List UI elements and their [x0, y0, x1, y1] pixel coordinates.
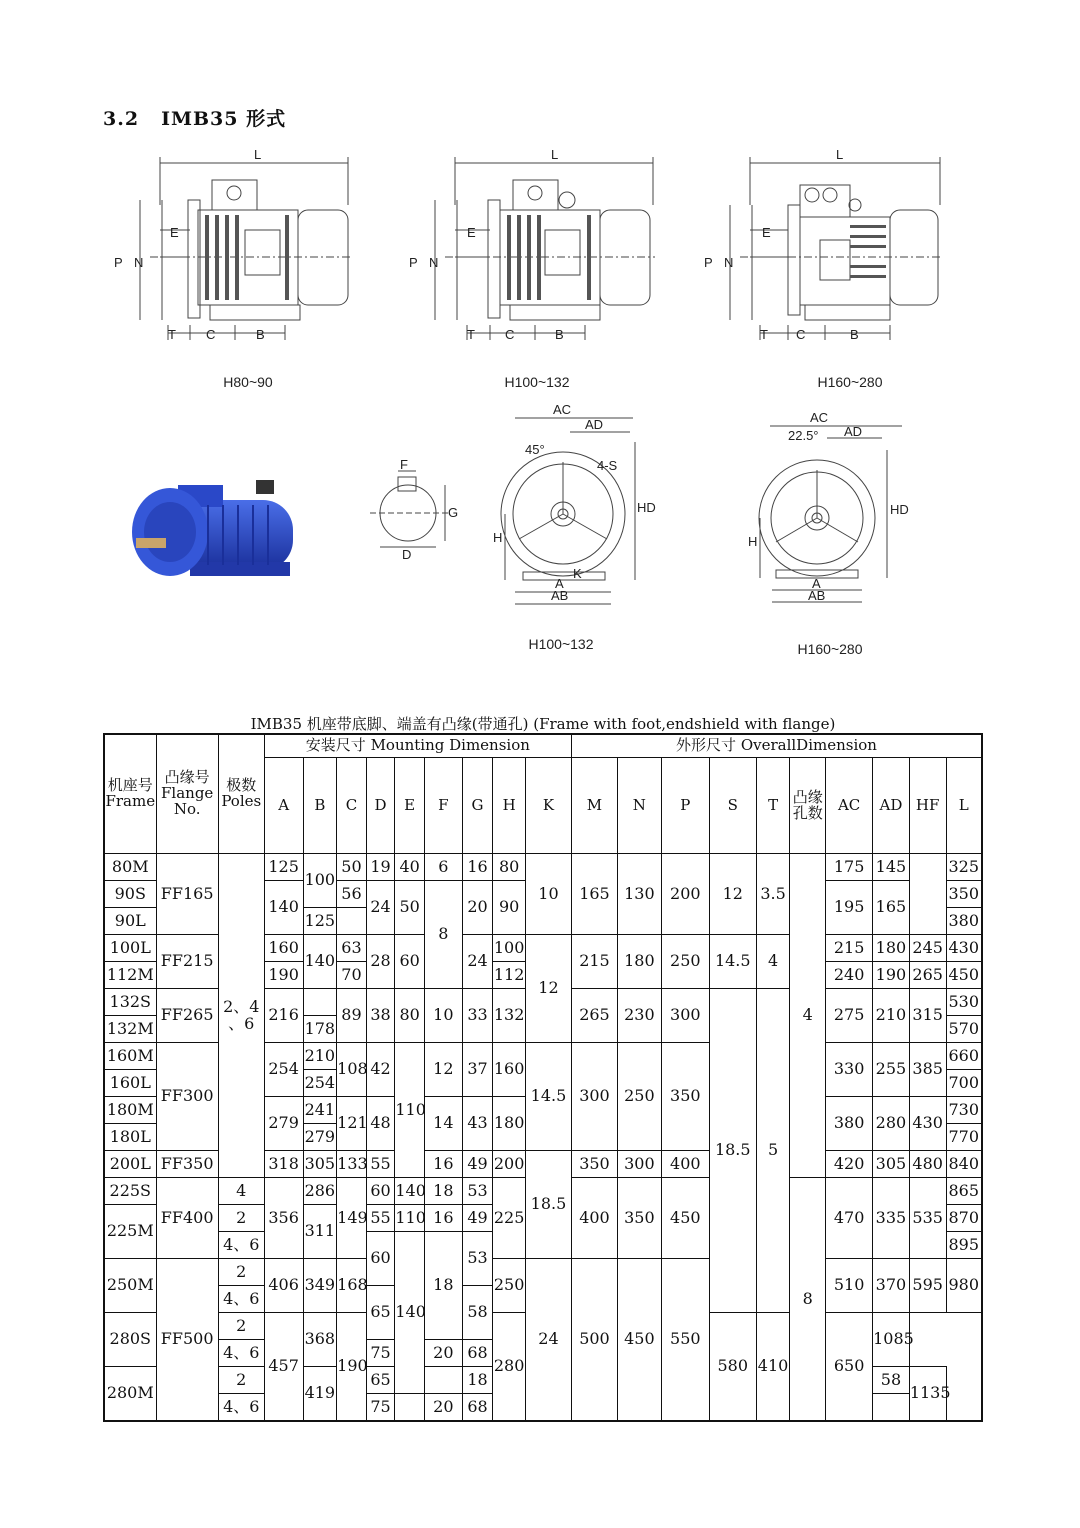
- label-E: E: [170, 225, 179, 240]
- cell-G: 53: [462, 1232, 493, 1286]
- cell-K: 18.5: [525, 1151, 571, 1259]
- cell-A: 279: [264, 1097, 303, 1151]
- cell-HF: 650: [826, 1313, 873, 1422]
- header-AD: AD: [873, 758, 910, 854]
- cell-F: 16: [424, 1205, 462, 1232]
- caption-h160-280-side: H160~280: [817, 374, 883, 390]
- cell-E: 140: [395, 1178, 425, 1205]
- cell-AC: 275: [826, 989, 873, 1043]
- flange-cell: FF300: [156, 1043, 218, 1151]
- label-AC: AC: [810, 410, 829, 425]
- label-T: T: [467, 327, 475, 342]
- label-P: P: [409, 255, 418, 270]
- cell-C: 168: [337, 1259, 367, 1313]
- label-HD: HD: [890, 502, 909, 517]
- label-AB: AB: [808, 588, 826, 603]
- label-N: N: [134, 255, 144, 270]
- flange-cell: FF500: [156, 1259, 218, 1422]
- cell-C: 108: [337, 1043, 367, 1097]
- label-H: H: [748, 534, 758, 549]
- cell-AC: 195: [826, 881, 873, 935]
- cell-HF: [909, 854, 946, 935]
- cell-S: 14.5: [709, 935, 756, 989]
- cell-F: 10: [424, 989, 462, 1043]
- cell-D: 60: [366, 1232, 395, 1286]
- cell-B: 349: [303, 1259, 337, 1313]
- cell-AC: 240: [826, 962, 873, 989]
- cell-L: 530: [946, 989, 982, 1016]
- side-view-drawing-h160: [700, 145, 960, 350]
- flange-cell: FF215: [156, 935, 218, 989]
- label-N: N: [724, 255, 734, 270]
- cell-D: 60: [366, 1178, 395, 1205]
- cell-H: 280: [493, 1313, 526, 1422]
- cell-B: 311: [303, 1205, 337, 1259]
- cell-P: 200: [661, 854, 709, 935]
- frame-cell: 80M: [104, 854, 156, 881]
- cell-N: 130: [617, 854, 661, 935]
- cell-M: 300: [572, 1043, 618, 1151]
- label-AC: AC: [553, 402, 572, 417]
- cell-D: 24: [366, 881, 395, 935]
- cell-C: 89: [337, 989, 367, 1043]
- frame-cell: 90S: [104, 881, 156, 908]
- cell-G: 49: [462, 1205, 493, 1232]
- cell-B: 368: [303, 1313, 337, 1367]
- label-D: D: [402, 547, 412, 562]
- header-mounting-group: 安装尺寸 Mounting Dimension: [264, 734, 571, 758]
- cell-B: 305: [303, 1151, 337, 1178]
- cell-H: 225: [493, 1178, 526, 1259]
- header-M: M: [572, 758, 618, 854]
- cell-N: 180: [617, 935, 661, 989]
- cell-HF: 480: [909, 1151, 946, 1178]
- cell-AD: 145: [873, 854, 910, 881]
- cell-G: 58: [462, 1286, 493, 1340]
- section-title: IMB35 形式: [161, 108, 287, 130]
- cell-B: 210: [303, 1043, 337, 1070]
- label-F: F: [400, 457, 408, 472]
- cell-E: 140: [395, 1232, 425, 1394]
- label-holes: 4-S: [597, 458, 618, 473]
- cell-D: 75: [366, 1340, 395, 1367]
- cell-L: 840: [946, 1151, 982, 1178]
- cell-C: 50: [337, 854, 367, 881]
- cell-B: 286: [303, 1178, 337, 1205]
- header-HF: HF: [909, 758, 946, 854]
- frame-cell: 100L: [104, 935, 156, 962]
- cell-L: 730: [946, 1097, 982, 1124]
- cell-B: 178: [303, 1016, 337, 1043]
- cell-F: 6: [424, 854, 462, 881]
- header-A: A: [264, 758, 303, 854]
- poles-cell: 4、6: [218, 1232, 264, 1259]
- cell-F: 18: [462, 1367, 493, 1394]
- frame-cell: 250M: [104, 1259, 156, 1313]
- cell-G: 68: [462, 1394, 493, 1422]
- cell-E: 80: [395, 989, 425, 1043]
- cell-P: 450: [661, 1178, 709, 1259]
- cell-K: 10: [525, 854, 571, 935]
- flange-cell: FF350: [156, 1151, 218, 1178]
- cell-B: 140: [303, 935, 337, 989]
- cell-T: 3.5: [756, 854, 790, 935]
- cell-T: 4: [756, 935, 790, 989]
- header-T: T: [756, 758, 790, 854]
- label-T: T: [760, 327, 768, 342]
- cell-S: 18.5: [709, 989, 756, 1313]
- label-E: E: [762, 225, 771, 240]
- cell-C: [337, 908, 367, 935]
- cell-H: 180: [493, 1097, 526, 1151]
- cell-A: 406: [264, 1259, 303, 1313]
- cell-E: [424, 1367, 462, 1394]
- cell-holes: 8: [790, 1178, 826, 1422]
- cell-A: 160: [264, 935, 303, 962]
- label-AD: AD: [585, 417, 604, 432]
- frame-cell: 280S: [104, 1313, 156, 1367]
- cell-D: 48: [366, 1097, 395, 1151]
- label-K: K: [573, 566, 582, 581]
- cell-F: 20: [424, 1340, 462, 1367]
- cell-B: 419: [303, 1367, 337, 1422]
- cell-H: 90: [493, 881, 526, 935]
- frame-cell: 180L: [104, 1124, 156, 1151]
- cell-M: 350: [572, 1151, 618, 1178]
- poles-cell: 4、6: [218, 1394, 264, 1422]
- cell-AC: 580: [709, 1313, 756, 1422]
- cell-D: 42: [366, 1043, 395, 1097]
- poles-cell: 2: [218, 1367, 264, 1394]
- cell-H: 112: [493, 962, 526, 989]
- label-E: E: [467, 225, 476, 240]
- label-AB: AB: [551, 588, 569, 603]
- frame-cell: 112M: [104, 962, 156, 989]
- cell-K: 24: [525, 1259, 571, 1422]
- cell-AC: 215: [826, 935, 873, 962]
- cell-E: 50: [395, 881, 425, 935]
- cell-D: 55: [366, 1151, 395, 1178]
- label-L: L: [836, 147, 844, 162]
- cell-H: 200: [493, 1151, 526, 1178]
- header-C: C: [337, 758, 367, 854]
- cell-AD: 335: [873, 1178, 910, 1259]
- cell-D: 28: [366, 935, 395, 989]
- label-AD: AD: [844, 424, 863, 439]
- cell-AD: 190: [873, 962, 910, 989]
- cell-C: 70: [337, 962, 367, 989]
- cell-D: 65: [366, 1367, 395, 1394]
- caption-h160-280-end: H160~280: [797, 641, 863, 657]
- cell-L: 325: [946, 854, 982, 881]
- cell-F: 14: [424, 1097, 462, 1151]
- cell-N: 300: [617, 1151, 661, 1178]
- table-caption: IMB35 机座带底脚、端盖有凸缘(带通孔) (Frame with foot,endshield with flange): [250, 715, 836, 733]
- poles-cell: 4、6: [218, 1286, 264, 1313]
- cell-L: 980: [946, 1259, 982, 1313]
- cell-F: 18: [424, 1232, 462, 1340]
- shaft-end-drawing: [370, 455, 460, 565]
- cell-E: 110: [395, 1205, 425, 1232]
- cell-M: 265: [572, 989, 618, 1043]
- cell-F: 8: [424, 881, 462, 989]
- label-C: C: [796, 327, 806, 342]
- cell-L: 570: [946, 1016, 982, 1043]
- label-C: C: [206, 327, 216, 342]
- cell-E: [395, 1394, 425, 1422]
- header-frame: 机座号 Frame: [104, 734, 156, 854]
- side-view-drawing-h80: [110, 145, 360, 350]
- cell-L: 450: [946, 962, 982, 989]
- flange-cell: FF265: [156, 989, 218, 1043]
- header-E: E: [395, 758, 425, 854]
- cell-T: 5: [756, 989, 790, 1313]
- label-B: B: [555, 327, 564, 342]
- cell-P: 250: [661, 935, 709, 989]
- cell-HF: 245: [909, 935, 946, 962]
- cell-H: 100: [493, 935, 526, 962]
- cell-A: 216: [264, 989, 303, 1043]
- cell-C: 133: [337, 1151, 367, 1178]
- frame-cell: 200L: [104, 1151, 156, 1178]
- label-P: P: [114, 255, 123, 270]
- end-view-drawing-h100: [485, 402, 660, 617]
- cell-A: 190: [264, 962, 303, 989]
- frame-cell: 225M: [104, 1205, 156, 1259]
- label-P: P: [704, 255, 713, 270]
- cell-G: 43: [462, 1097, 493, 1151]
- label-T: T: [168, 327, 176, 342]
- frame-cell: 160M: [104, 1043, 156, 1070]
- poles-cell: 4: [218, 1178, 264, 1205]
- label-N: N: [429, 255, 439, 270]
- cell-B: [303, 989, 337, 1016]
- label-A: A: [812, 576, 821, 591]
- cell-AD: 180: [873, 935, 910, 962]
- cell-H: 250: [493, 1259, 526, 1313]
- label-L: L: [551, 147, 559, 162]
- cell-H: 160: [493, 1043, 526, 1097]
- caption-h100-132-end: H100~132: [528, 636, 594, 652]
- cell-G: 20: [462, 881, 493, 935]
- cell-AC: 175: [826, 854, 873, 881]
- end-view-drawing-h160: [742, 410, 922, 615]
- label-HD: HD: [637, 500, 656, 515]
- frame-cell: 90L: [104, 908, 156, 935]
- cell-AC: 380: [826, 1097, 873, 1151]
- cell-M: 165: [572, 854, 618, 935]
- header-P: P: [661, 758, 709, 854]
- cell-B: 100: [303, 854, 337, 908]
- cell-N: 250: [617, 1043, 661, 1151]
- header-holes: 凸缘孔数: [790, 758, 826, 854]
- cell-G: 16: [462, 854, 493, 881]
- cell-C: 121: [337, 1097, 367, 1151]
- cell-B: 279: [303, 1124, 337, 1151]
- label-G: G: [448, 505, 459, 520]
- cell-C: 149: [337, 1178, 367, 1259]
- cell-G: 49: [462, 1151, 493, 1178]
- cell-AC: 470: [826, 1178, 873, 1259]
- cell-F: 20: [424, 1394, 462, 1422]
- cell-F: 16: [424, 1151, 462, 1178]
- header-H: H: [493, 758, 526, 854]
- cell-G: 58: [873, 1367, 910, 1394]
- cell-F: 18: [424, 1178, 462, 1205]
- frame-cell: 180M: [104, 1097, 156, 1124]
- cell-D: 38: [366, 989, 395, 1043]
- caption-h100-132-side: H100~132: [504, 374, 570, 390]
- cell-M: 215: [572, 935, 618, 989]
- cell-B: 254: [303, 1070, 337, 1097]
- poles-cell: 2、4 、6: [218, 854, 264, 1178]
- cell-C: 190: [337, 1313, 367, 1422]
- cell-H: 80: [493, 854, 526, 881]
- flange-cell: FF165: [156, 854, 218, 935]
- label-B: B: [850, 327, 859, 342]
- cell-A: 254: [264, 1043, 303, 1097]
- cell-AD: 410: [756, 1313, 790, 1422]
- cell-L: 380: [946, 908, 982, 935]
- cell-L: 430: [946, 935, 982, 962]
- cell-D: 55: [366, 1205, 395, 1232]
- label-C: C: [505, 327, 515, 342]
- cell-HF: 595: [909, 1259, 946, 1313]
- poles-cell: 4、6: [218, 1340, 264, 1367]
- header-G: G: [462, 758, 493, 854]
- cell-N: 230: [617, 989, 661, 1043]
- cell-HF: 265: [909, 962, 946, 989]
- cell-H: 132: [493, 989, 526, 1043]
- cell-D: 19: [366, 854, 395, 881]
- cell-N: 450: [617, 1259, 661, 1422]
- label-A: A: [555, 576, 564, 591]
- cell-E: 60: [395, 935, 425, 989]
- cell-AD: 280: [873, 1097, 910, 1151]
- flange-cell: FF400: [156, 1178, 218, 1259]
- cell-E: 110: [395, 1043, 425, 1178]
- cell-G: 53: [462, 1178, 493, 1205]
- cell-P: 350: [661, 1043, 709, 1151]
- cell-B: 241: [303, 1097, 337, 1124]
- header-AC: AC: [826, 758, 873, 854]
- cell-HF: 385: [909, 1043, 946, 1097]
- cell-M: 400: [572, 1178, 618, 1259]
- header-K: K: [525, 758, 571, 854]
- cell-A: 457: [264, 1313, 303, 1422]
- poles-cell: 2: [218, 1259, 264, 1286]
- cell-HF: 315: [909, 989, 946, 1043]
- cell-A: 356: [264, 1178, 303, 1259]
- cell-L: 870: [946, 1205, 982, 1232]
- frame-cell: 280M: [104, 1367, 156, 1422]
- side-view-drawing-h100: [405, 145, 665, 350]
- label-L: L: [254, 147, 262, 162]
- cell-G: 33: [462, 989, 493, 1043]
- cell-holes: 4: [790, 854, 826, 1178]
- cell-G: 68: [462, 1340, 493, 1367]
- poles-cell: 2: [218, 1205, 264, 1232]
- cell-L: 1085: [873, 1313, 910, 1367]
- cell-L: 350: [946, 881, 982, 908]
- cell-G: 37: [462, 1043, 493, 1097]
- cell-P: 400: [661, 1151, 709, 1178]
- label-B: B: [256, 327, 265, 342]
- cell-G: 24: [462, 935, 493, 989]
- cell-K: 12: [525, 935, 571, 1043]
- cell-L: 895: [946, 1232, 982, 1259]
- cell-C: 63: [337, 935, 367, 962]
- header-S: S: [709, 758, 756, 854]
- cell-L: 700: [946, 1070, 982, 1097]
- frame-cell: 160L: [104, 1070, 156, 1097]
- label-H: H: [493, 530, 503, 545]
- cell-L: 865: [946, 1178, 982, 1205]
- cell-K: 14.5: [525, 1043, 571, 1151]
- header-poles: 极数 Poles: [218, 734, 264, 854]
- section-number: 3.2: [103, 108, 140, 130]
- cell-C: 56: [337, 881, 367, 908]
- cell-HF: 535: [909, 1178, 946, 1259]
- header-flange: 凸缘号 Flange No.: [156, 734, 218, 854]
- cell-A: 140: [264, 881, 303, 935]
- cell-S: 12: [709, 854, 756, 935]
- frame-cell: 132S: [104, 989, 156, 1016]
- cell-AC: 330: [826, 1043, 873, 1097]
- header-D: D: [366, 758, 395, 854]
- label-angle: 45°: [525, 442, 545, 457]
- header-F: F: [424, 758, 462, 854]
- cell-M: 500: [572, 1259, 618, 1422]
- cell-P: 550: [661, 1259, 709, 1422]
- motor-product-image: [128, 470, 308, 590]
- cell-AC: 510: [826, 1259, 873, 1313]
- header-L: L: [946, 758, 982, 854]
- poles-cell: 2: [218, 1313, 264, 1340]
- cell-AC: 420: [826, 1151, 873, 1178]
- cell-D: 75: [366, 1394, 395, 1422]
- cell-N: 350: [617, 1178, 661, 1259]
- cell-AD: 305: [873, 1151, 910, 1178]
- cell-D: 65: [366, 1286, 395, 1340]
- label-angle: 22.5°: [788, 428, 819, 443]
- cell-F: 12: [424, 1043, 462, 1097]
- dimension-table: [103, 733, 983, 1422]
- cell-L: 1135: [909, 1367, 946, 1422]
- cell-A: 125: [264, 854, 303, 881]
- cell-L: 660: [946, 1043, 982, 1070]
- cell-P: 300: [661, 989, 709, 1043]
- cell-B: 125: [303, 908, 337, 935]
- cell-AD: 210: [873, 989, 910, 1043]
- header-overall-group: 外形尺寸 OverallDimension: [572, 734, 983, 758]
- section-heading: [103, 104, 286, 131]
- cell-AD: 255: [873, 1043, 910, 1097]
- caption-h80-90: H80~90: [223, 374, 273, 390]
- header-N: N: [617, 758, 661, 854]
- frame-cell: 132M: [104, 1016, 156, 1043]
- cell-AD: 370: [873, 1259, 910, 1313]
- cell-HF: 430: [909, 1097, 946, 1151]
- cell-A: 318: [264, 1151, 303, 1178]
- frame-cell: 225S: [104, 1178, 156, 1205]
- cell-AD: 165: [873, 881, 910, 935]
- header-B: B: [303, 758, 337, 854]
- cell-L: 770: [946, 1124, 982, 1151]
- cell-E: 40: [395, 854, 425, 881]
